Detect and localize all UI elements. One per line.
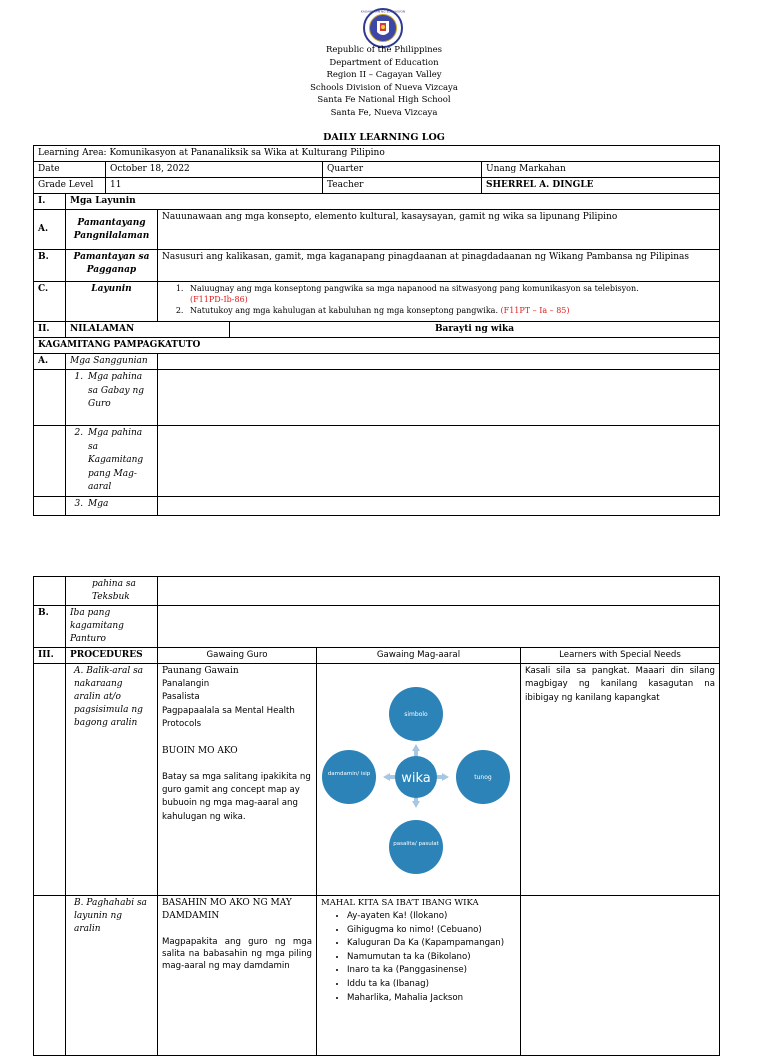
teacher-label: Teacher [323,178,482,194]
iba-pang-kagamitan-label: Iba pang kagamitang Panturo [66,606,158,648]
grade-value: 11 [106,178,323,194]
quarter-value: Unang Markahan [482,162,720,178]
list-item: • Inaro ta ka (Panggasinense) [347,964,516,978]
concept-map-bottom-label: pasalita/ pasulat [393,841,439,847]
reference-item [66,426,158,497]
list-item: • Iddu ta ka (Ibanag) [347,978,516,992]
list-item: • Maharlika, Mahalia Jackson [347,992,516,1006]
section-number: III. [34,648,66,664]
section-title-nilalaman: NILALAMAN [66,322,230,338]
blank-cell [158,577,720,606]
pamantayang-pangnilalaman-text: Nauunawaan ang mga konsepto, elemento kultural, kasaysayan, gamit ng wika sa lipunang Pilipino [158,210,720,250]
col-gawaing-mag-aaral: Gawaing Mag-aaral [317,648,521,664]
reference-item [66,370,158,426]
mahal-kita-list [321,910,516,1005]
procedures-title: PROCEDURES [66,648,158,664]
header-line: Republic of the Philippines [325,45,443,55]
blank-cell [158,606,720,648]
guro-line: Panalangin [162,679,210,689]
reference-kagamitang-pang-mag-aaral: 2. Mga pahina sa Kagamitang pang Mag-aaral [86,427,153,495]
reference-teksbuk-continued: pahina sa Teksbuk [66,577,158,606]
pamantayan-sa-pagganap-text: Nasusuri ang kalikasan, gamit, mga kaganapang pinagdaanan at pinagdadaanan ng Wikang Pambansa ng Pilipinas [158,250,720,282]
list-item: • Ay-ayaten Ka! (Ilokano) [347,910,516,924]
reference-item [66,496,158,515]
list-item: • Gihigugma ko nimo! (Cebuano) [347,924,516,938]
pamantayan-sa-pagganap-label: Pamantayan sa Pagganap [66,250,158,282]
guro-line: Pagpapaalala sa Mental Health Protocols [162,705,295,730]
blank-cell [34,496,66,515]
concept-map-left-label: damdamin/ isip [327,771,371,777]
date-value: October 18, 2022 [106,162,323,178]
header-line: Santa Fe National High School [317,95,451,106]
header-line: Department of Education [329,57,439,68]
col-special-needs: Learners with Special Needs [521,648,720,664]
arrow-up-icon [412,744,420,757]
row-letter: A. [34,210,66,250]
special-needs-text: Kasali sila sa pangkat. Maaari din silang magbigay ng kanilang kasagutan na ibibigay ng kanilang kapangkat [521,664,720,896]
basahin-mo-ako-text: Magpapakita ang guro ng mga salita na babasahin ng mga piling mag-aaral ng may damdamin [162,937,312,971]
buoin-mo-ako-text: Batay sa mga salitang ipakikita ng guro gamit ang concept map ay bubuoin ng mga mag-aaral ang kahulugan ng wika. [162,771,311,822]
concept-map-top-label: simbolo [404,711,428,718]
balik-aral-guro [158,664,317,896]
seal-text: KAGAWARAN NG EDUKASYON [360,9,406,14]
competency-code: (F11PD-Ib-86) [190,295,248,304]
nilalaman-value: Barayti ng wika [230,322,720,338]
arrow-right-icon [436,773,449,781]
page-two [0,564,768,1024]
section-number: II. [34,322,66,338]
layunin-item-text: Natutukoy ang mga kahulugan at kabuluhan ng mga konseptong pangwika. [190,306,498,315]
pamantayang-pangnilalaman-label: Pamantayang Pangnilalaman [66,210,158,250]
learning-area: Learning Area: Komunikasyon at Pananaliksik sa Wika at Kulturang Pilipino [34,146,720,162]
mga-sanggunian-label: Mga Sanggunian [66,354,158,370]
learning-log-table-page1 [33,145,720,516]
blank-cell [34,577,66,606]
header-line: Santa Fe, Nueva Vizcaya [330,107,438,118]
deped-seal-logo [358,8,408,48]
node-damdamin-isip [322,750,376,804]
mahal-kita-title: MAHAL KITA SA IBA’T IBANG WIKA [321,898,479,908]
concept-map-cell [317,664,521,896]
header-line: Region II – Cagayan Valley [326,70,442,81]
grade-label: Grade Level [34,178,106,194]
kagamitang-pampagkatuto: KAGAMITANG PAMPAGKATUTO [34,338,720,354]
header-line: Schools Division of Nueva Vizcaya [310,82,458,93]
list-item: • Kaluguran Da Ka (Kapampamangan) [347,937,516,951]
blank-cell [34,426,66,497]
section-title-layunin: Mga Layunin [66,194,720,210]
blank-cell [34,370,66,426]
layunin-item [186,305,715,316]
paghahabi-label: B. Paghahabi sa layunin ng aralin [66,896,158,1056]
basahin-mo-ako-title: BASAHIN MO AKO NG MAY DAMDAMIN [162,898,292,921]
layunin-label: Layunin [66,282,158,322]
blank-cell [158,426,720,497]
quarter-label: Quarter [323,162,482,178]
blank-cell [158,496,720,515]
wika-concept-map [317,664,521,890]
competency-code: (F11PT – Ia – 85) [500,306,570,315]
reference-gabay-ng-guro: 1. Mga pahina sa Gabay ng Guro [86,371,153,412]
node-pasalita-pasulat [389,820,443,874]
row-letter: C. [34,282,66,322]
school-header [0,44,768,120]
page-gap [0,540,768,564]
blank-cell [521,896,720,1056]
arrow-left-icon [383,773,396,781]
col-gawaing-guro: Gawaing Guro [158,648,317,664]
learning-log-table-page2 [33,576,720,1056]
row-letter: B. [34,606,66,648]
layunin-list [158,282,720,322]
reference-teksbuk-start: 3. Mga [86,498,153,512]
paghahabi-guro [158,896,317,1056]
paunang-gawain-title: Paunang Gawain [162,666,239,676]
blank-cell [158,370,720,426]
blank-cell [34,664,66,896]
blank-cell [34,896,66,1056]
blank-cell [158,354,720,370]
concept-map-right-label: tunog [474,774,492,781]
teacher-value: SHERREL A. DINGLE [482,178,720,194]
list-item: • Namumutan ta ka (Bikolano) [347,951,516,965]
guro-line: Pasalista [162,692,200,703]
paghahabi-mag-aaral [317,896,521,1056]
balik-aral-label: A. Balik-aral sa nakaraang aralin at/o pagsisimula ng bagong aralin [66,664,158,896]
layunin-item-text: Naiuugnay ang mga konseptong pangwika sa mga napanood na sitwasyong pang komunikasyon sa telebisyon. [190,284,639,293]
concept-map-center-label: wika [401,771,431,786]
row-letter: A. [34,354,66,370]
buoin-mo-ako-title: BUOIN MO AKO [162,745,238,756]
section-number: I. [34,194,66,210]
layunin-item [186,283,715,305]
row-letter: B. [34,250,66,282]
date-label: Date [34,162,106,178]
log-title: DAILY LEARNING LOG [323,132,445,143]
